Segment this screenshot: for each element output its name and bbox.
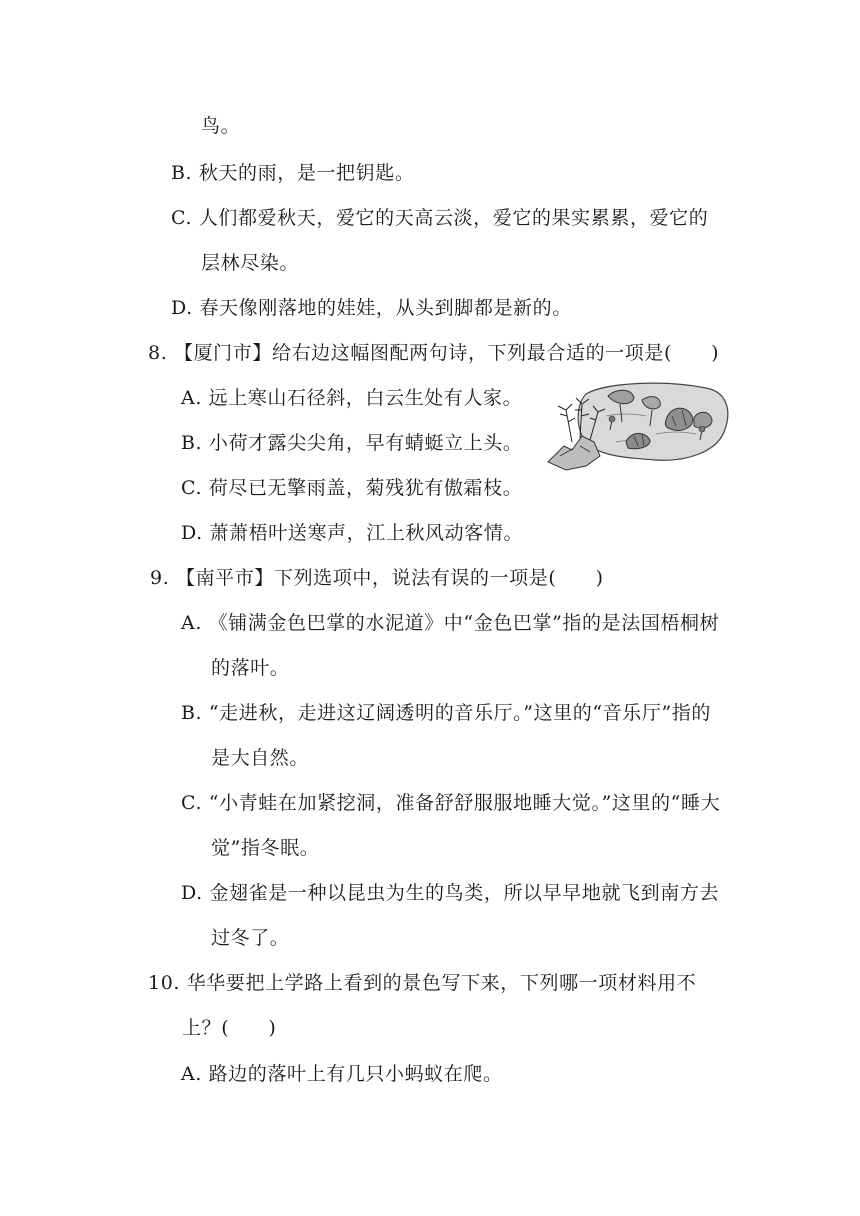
- option-letter: D.: [171, 297, 193, 319]
- question-9-stem: [150, 565, 604, 591]
- option-letter: B.: [181, 702, 203, 724]
- question-number: 10.: [148, 972, 181, 994]
- q9-option-a: [181, 610, 719, 636]
- option-text: 秋天的雨，是一把钥匙。: [198, 162, 415, 184]
- option-letter: A.: [181, 1063, 202, 1085]
- q9-option-c-cont: 觉”指冬眠。: [211, 837, 320, 859]
- q9-option-d-cont: 过冬了。: [211, 927, 290, 949]
- prev-option-d: [171, 295, 572, 321]
- question-10-stem: [148, 970, 696, 996]
- option-letter: D.: [181, 522, 203, 544]
- option-text: “走进秋，走进这辽阔透明的音乐厅。”这里的“音乐厅”指的: [208, 702, 711, 724]
- option-text: 小荷才露尖尖角，早有蜻蜓立上头。: [208, 432, 523, 454]
- option-letter: C.: [181, 792, 203, 814]
- option-text: 路边的落叶上有几只小蚂蚁在爬。: [208, 1063, 503, 1085]
- q8-option-b: [181, 430, 522, 456]
- pond-landscape-illustration: [546, 376, 732, 472]
- question-text: 华华要把上学路上看到的景色写下来，下列哪一项材料用不: [186, 972, 697, 994]
- q9-option-c: [181, 790, 720, 816]
- question-number: 8.: [148, 342, 168, 364]
- q9-option-d: [181, 880, 719, 906]
- option-text: 人们都爱秋天，爱它的天高云淡，爱它的果实累累，爱它的: [198, 207, 709, 229]
- option-letter: C.: [171, 207, 193, 229]
- prev-option-c: [171, 205, 708, 231]
- option-text: 春天像刚落地的娃娃，从头到脚都是新的。: [199, 297, 572, 319]
- option-letter: B.: [181, 432, 203, 454]
- option-text: 荷尽已无擎雨盖，菊残犹有傲霜枝。: [208, 477, 523, 499]
- option-letter: A.: [181, 387, 202, 409]
- prev-option-continuation: 鸟。: [201, 115, 241, 137]
- option-letter: A.: [181, 612, 202, 634]
- question-number: 9.: [150, 567, 170, 589]
- question-10-stem-cont: 上？( ): [182, 1017, 277, 1039]
- prev-option-c-cont: 层林尽染。: [201, 252, 300, 274]
- option-text: 金翅雀是一种以昆虫为生的鸟类，所以早早地就飞到南方去: [209, 882, 720, 904]
- option-text: “小青蛙在加紧挖洞，准备舒舒服服地睡大觉。”这里的“睡大: [208, 792, 721, 814]
- q10-option-a: [181, 1061, 503, 1087]
- option-text: 萧萧梧叶送寒声，江上秋风动客情。: [209, 522, 524, 544]
- option-text: 《铺满金色巴掌的水泥道》中“金色巴掌”指的是法国梧桐树: [208, 612, 720, 634]
- option-letter: C.: [181, 477, 203, 499]
- option-text: 远上寒山石径斜，白云生处有人家。: [208, 387, 523, 409]
- option-letter: B.: [171, 162, 193, 184]
- q9-option-b-cont: 是大自然。: [211, 747, 310, 769]
- q8-option-a: [181, 385, 522, 411]
- question-text: 【南平市】下列选项中，说法有误的一项是( ): [175, 567, 604, 589]
- prev-option-b: [171, 160, 414, 186]
- option-letter: D.: [181, 882, 203, 904]
- question-8-stem: [148, 340, 719, 366]
- question-text: 【厦门市】给右边这幅图配两句诗，下列最合适的一项是( ): [173, 342, 720, 364]
- q8-option-d: [181, 520, 523, 546]
- q8-option-c: [181, 475, 522, 501]
- q9-option-b: [181, 700, 711, 726]
- q9-option-a-cont: 的落叶。: [211, 657, 290, 679]
